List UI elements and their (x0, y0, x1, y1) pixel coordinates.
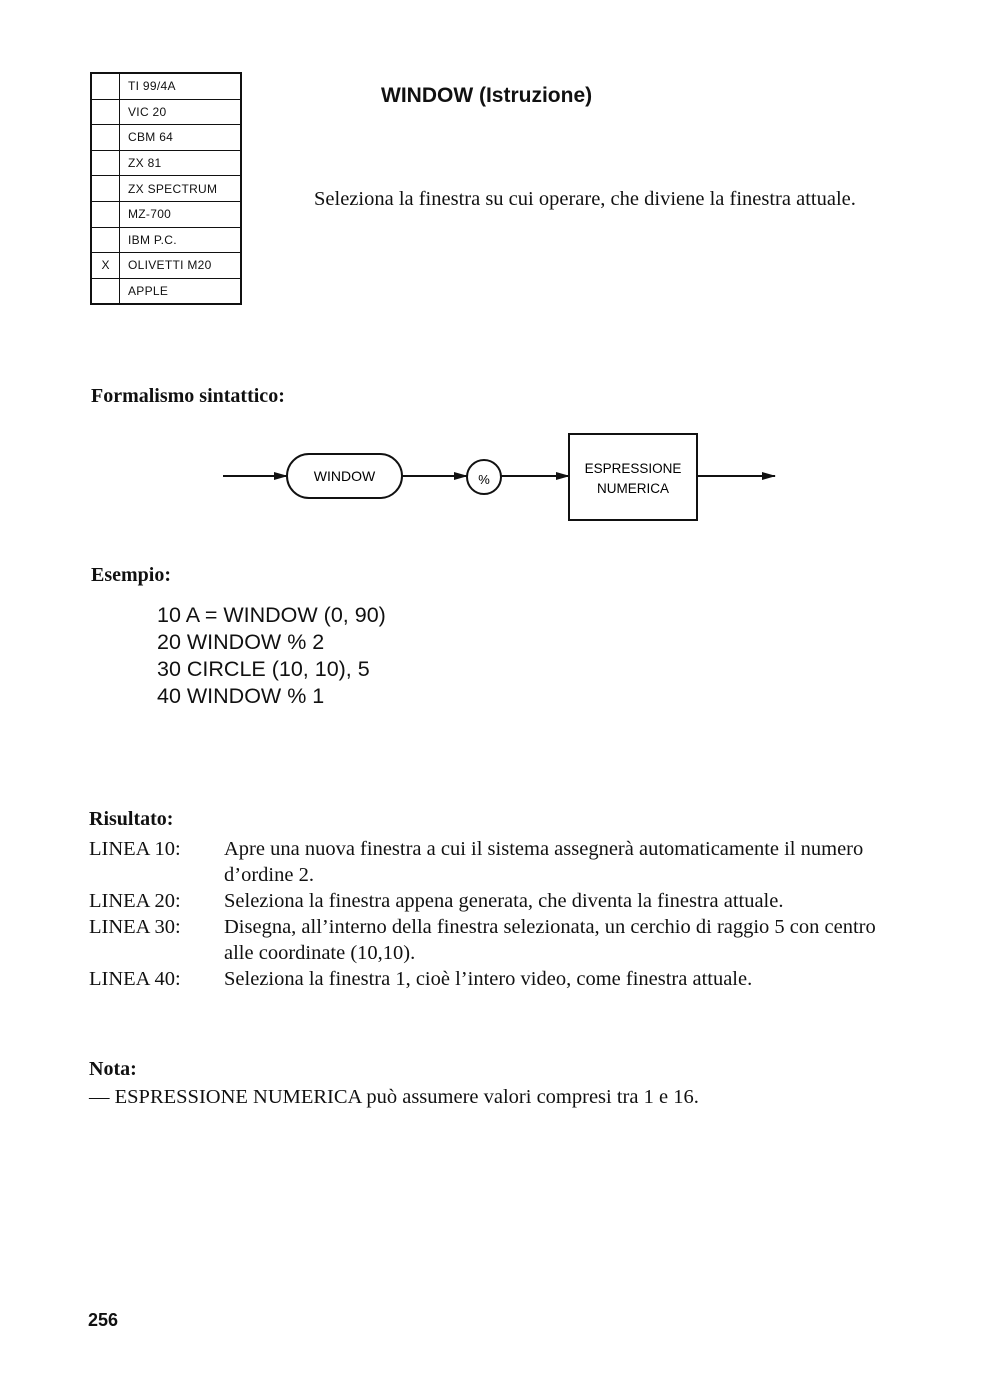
table-row (91, 73, 241, 99)
result-line-label: LINEA 20: (89, 890, 181, 912)
result-line-label: LINEA 10: (89, 838, 181, 860)
code-line: 30 CIRCLE (10, 10), 5 (157, 657, 370, 681)
note-heading: Nota: (89, 1058, 137, 1080)
computer-name: MZ-700 (120, 201, 242, 227)
compat-mark (91, 125, 120, 151)
table-row (91, 201, 241, 227)
compat-mark (91, 227, 120, 253)
computer-compatibility-table (90, 72, 242, 305)
result-line-text: Seleziona la finestra appena generata, che diventa la finestra attuale. (224, 890, 784, 912)
compat-mark: X (91, 253, 120, 279)
syntax-diagram (215, 428, 785, 528)
table-row (91, 227, 241, 253)
code-line: 40 WINDOW % 1 (157, 684, 325, 708)
syntax-heading: Formalismo sintattico: (91, 385, 285, 407)
code-line: 10 A = WINDOW (0, 90) (157, 603, 386, 627)
result-line-label: LINEA 40: (89, 968, 181, 990)
compat-mark (91, 150, 120, 176)
code-line: 20 WINDOW % 2 (157, 630, 325, 654)
example-heading: Esempio: (91, 564, 171, 586)
compat-mark (91, 278, 120, 304)
results-list (89, 836, 909, 992)
result-line-label: LINEA 30: (89, 916, 181, 938)
computer-name: IBM P.C. (120, 227, 242, 253)
expression-label-line2: NUMERICA (596, 481, 670, 496)
compat-mark (91, 176, 120, 202)
computer-name: CBM 64 (120, 125, 242, 151)
computer-name: APPLE (120, 278, 242, 304)
result-line-text: Seleziona la finestra 1, cioè l’intero video, come finestra attuale. (224, 968, 753, 990)
result-line-text: Disegna, all’interno della finestra selezionata, un cerchio di raggio 5 con centro alle coordinate (10,10). (224, 916, 876, 964)
table-row (91, 253, 241, 279)
table-row (91, 150, 241, 176)
note-text: — ESPRESSIONE NUMERICA può assumere valori compresi tra 1 e 16. (89, 1086, 699, 1108)
table-row (91, 278, 241, 304)
compat-mark (91, 99, 120, 125)
page-number: 256 (88, 1310, 119, 1330)
example-code (157, 602, 386, 710)
expression-box (569, 434, 697, 520)
result-line-text: Apre una nuova finestra a cui il sistema assegnerà automaticamente il numero d’ordine 2. (224, 838, 864, 886)
table-row (91, 99, 241, 125)
result-row (89, 914, 909, 966)
page-title: WINDOW (Istruzione) (381, 84, 593, 107)
computer-name: TI 99/4A (120, 73, 242, 99)
result-row (89, 966, 909, 992)
percent-label: % (478, 472, 490, 487)
compat-mark (91, 73, 120, 99)
compat-mark (91, 201, 120, 227)
keyword-label: WINDOW (313, 468, 376, 484)
computer-name: OLIVETTI M20 (120, 253, 242, 279)
table-row (91, 125, 241, 151)
computer-name: ZX SPECTRUM (120, 176, 242, 202)
results-heading: Risultato: (89, 808, 174, 830)
description-text: Seleziona la finestra su cui operare, che diviene la finestra attuale. (314, 188, 856, 210)
computer-name: ZX 81 (120, 150, 242, 176)
result-row (89, 836, 909, 888)
expression-label-line1: ESPRESSIONE (584, 461, 682, 476)
table-row (91, 176, 241, 202)
computer-name: VIC 20 (120, 99, 242, 125)
result-row (89, 888, 909, 914)
